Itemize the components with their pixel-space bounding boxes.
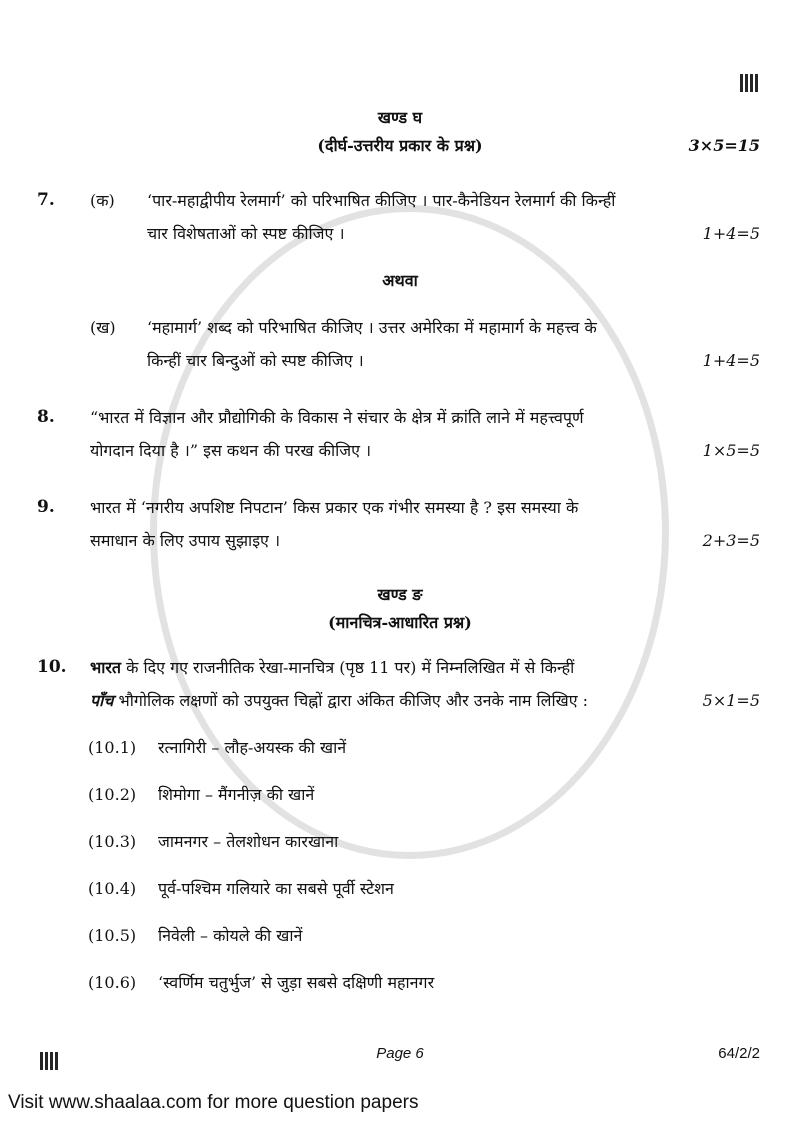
- q8-line1: “भारत में विज्ञान और प्रौद्योगिकी के विकास ने संचार के क्षेत्र में क्रांति लाने में महत्त्वपूर्ण: [90, 408, 584, 427]
- q8-number: 8.: [37, 407, 55, 427]
- q10-row1: [0, 651, 800, 684]
- section-d-header: [0, 132, 800, 160]
- q7a-marks: 1+4=5: [702, 224, 760, 243]
- q9-line1: भारत में ‘नगरीय अपशिष्ट निपटान’ किस प्रकार एक गंभीर समस्या है ? इस समस्या के: [90, 498, 579, 517]
- q8-row1: [0, 401, 800, 434]
- q10-line1: [90, 651, 760, 684]
- qr-code-icon: [740, 74, 758, 92]
- list-item: [0, 825, 800, 858]
- or-label: अथवा: [382, 271, 418, 290]
- list-item: [0, 731, 800, 764]
- page-content: [0, 104, 800, 999]
- list-item: [0, 966, 800, 999]
- q10-bold-india: भारत: [90, 658, 122, 677]
- q7a-row1: [0, 184, 800, 217]
- q8-row2: [0, 434, 800, 467]
- q10-marks: 5×1=5: [702, 691, 760, 710]
- section-d-marks: 3×5=15: [688, 136, 760, 155]
- q7a-line1: ‘पार-महाद्वीपीय रेलमार्ग’ को परिभाषित कीजिए । पार-कैनेडियन रेलमार्ग की किन्हीं: [147, 191, 616, 210]
- q9-number: 9.: [37, 497, 55, 517]
- item-label: (10.6): [88, 973, 137, 992]
- q10-number: 10.: [37, 657, 67, 677]
- item-label: (10.1): [88, 738, 137, 757]
- list-item: [0, 919, 800, 952]
- q7a-row2: [0, 217, 800, 250]
- q10-row2: [0, 684, 800, 717]
- item-label: (10.5): [88, 926, 137, 945]
- item-text: निवेली – कोयले की खानें: [158, 926, 303, 945]
- section-e-title: खण्ड ङ: [377, 585, 423, 604]
- q7b-label: (ख): [90, 318, 116, 337]
- section-d-title: खण्ड घ: [377, 108, 423, 127]
- q7-number: 7.: [37, 190, 55, 210]
- section-e-subtitle: (मानचित्र-आधारित प्रश्न): [328, 613, 472, 632]
- q10-bold-five: पाँच: [90, 691, 114, 710]
- q10-line1-text: के दिए गए राजनीतिक रेखा-मानचित्र (पृष्ठ 11 पर) में निम्नलिखित में से किन्हीं: [121, 658, 575, 677]
- item-label: (10.4): [88, 879, 137, 898]
- item-text: ‘स्वर्णिम चतुर्भुज’ से जुड़ा सबसे दक्षिणी महानगर: [158, 973, 435, 992]
- item-text: पूर्व-पश्चिम गलियारे का सबसे पूर्वी स्टेशन: [158, 879, 394, 898]
- item-text: जामनगर – तेलशोधन कारखाना: [158, 832, 339, 851]
- q9-row2: [0, 524, 800, 557]
- q7b-line2: किन्हीं चार बिन्दुओं को स्पष्ट कीजिए ।: [147, 351, 364, 370]
- q9-line2: समाधान के लिए उपाय सुझाइए ।: [90, 531, 281, 550]
- q7a-line2: चार विशेषताओं को स्पष्ट कीजिए ।: [147, 224, 345, 243]
- list-item: [0, 872, 800, 905]
- item-text: रत्नागिरी – लौह-अयस्क की खानें: [158, 738, 347, 757]
- page-number: Page 6: [376, 1045, 424, 1062]
- q7b-marks: 1+4=5: [702, 351, 760, 370]
- q7b-row2: [0, 344, 800, 377]
- q8-line2: योगदान दिया है ।” इस कथन की परख कीजिए ।: [90, 441, 372, 460]
- visit-link[interactable]: Visit www.shaalaa.com for more question papers: [8, 1092, 419, 1113]
- q9-row1: [0, 491, 800, 524]
- q9-marks: 2+3=5: [702, 531, 760, 550]
- q10-line2: [90, 684, 691, 717]
- paper-code: 64/2/2: [718, 1045, 760, 1062]
- item-label: (10.3): [88, 832, 137, 851]
- q10-line2-text: भौगोलिक लक्षणों को उपयुक्त चिह्नों द्वारा अंकित कीजिए और उनके नाम लिखिए :: [113, 691, 589, 710]
- item-label: (10.2): [88, 785, 137, 804]
- section-d-subtitle: (दीर्घ-उत्तरीय प्रकार के प्रश्न): [317, 136, 483, 155]
- q7a-label: (क): [90, 191, 115, 210]
- qr-code-icon: [40, 1052, 58, 1070]
- item-text: शिमोगा – मैंगनीज़ की खानें: [158, 785, 315, 804]
- list-item: [0, 778, 800, 811]
- q8-marks: 1×5=5: [702, 441, 760, 460]
- q7b-row1: [0, 311, 800, 344]
- q7b-line1: ‘महामार्ग’ शब्द को परिभाषित कीजिए । उत्तर अमेरिका में महामार्ग के महत्त्व के: [147, 318, 597, 337]
